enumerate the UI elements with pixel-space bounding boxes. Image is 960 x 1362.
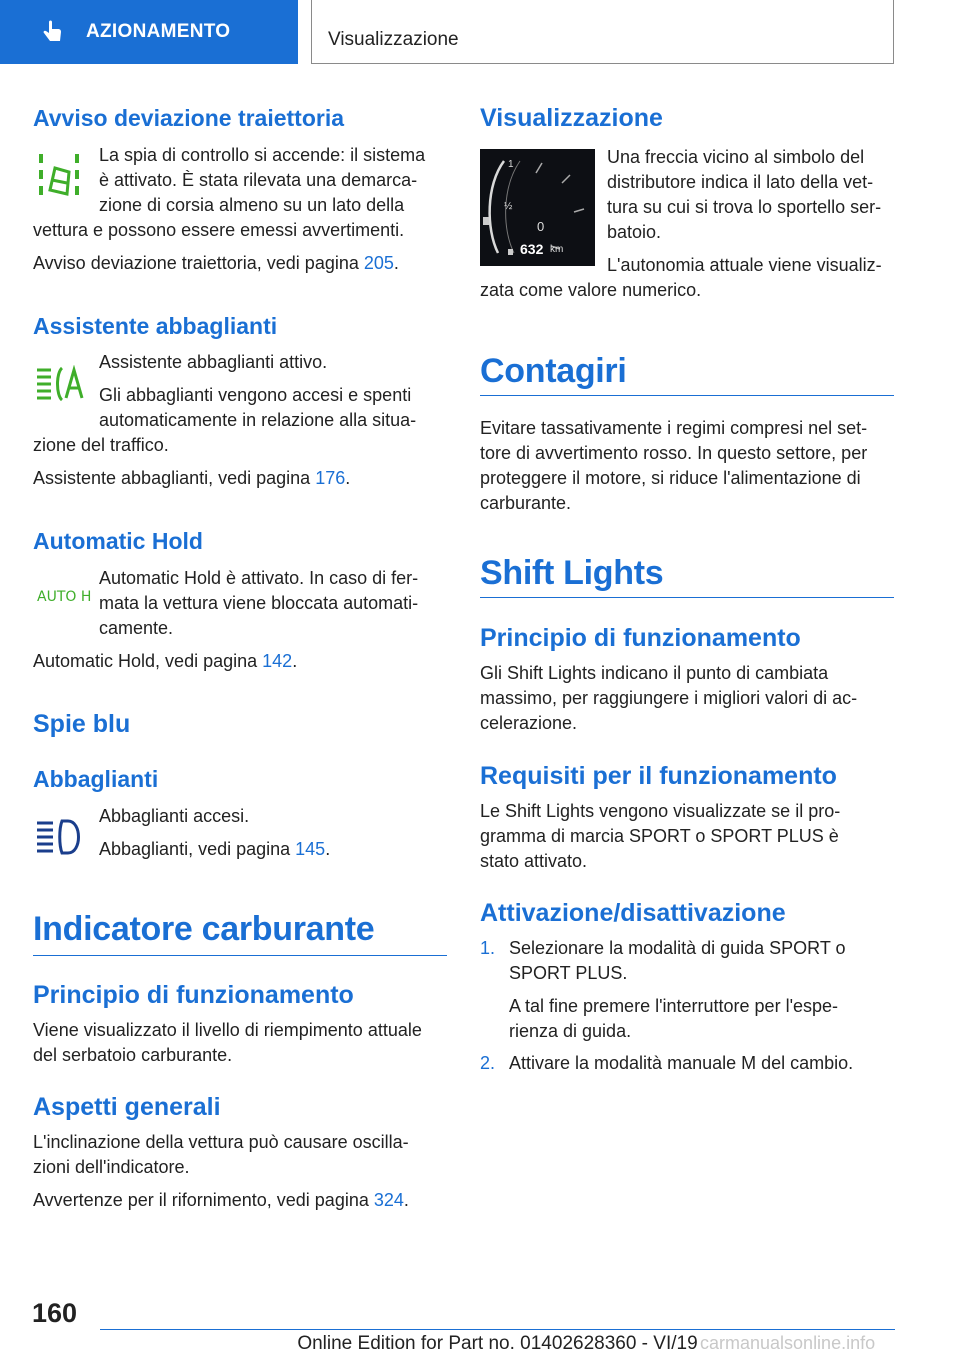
heading-automatic-hold: Automatic Hold: [33, 528, 203, 554]
heading-highbeam-assist: Assistente abbaglianti: [33, 313, 278, 339]
heading-rule: [33, 955, 447, 956]
heading-shift-lights: Shift Lights: [480, 554, 664, 592]
display-line-6: zata come valore numerico.: [480, 280, 702, 300]
page-link-145[interactable]: 145: [295, 839, 326, 859]
page-link-324[interactable]: 324: [373, 1190, 404, 1210]
gauge-range-value: 632: [520, 241, 544, 257]
heading-rule: [480, 395, 894, 396]
tacho-line-2: tore di avvertimento rosso. In questo settore, per: [480, 443, 868, 463]
edition-text: Online Edition for Part no. 01402628360 - VI/19: [297, 1333, 698, 1354]
gauge-full-mark: 1: [508, 159, 514, 170]
page-number: 160: [32, 1298, 78, 1328]
heading-fuel-principle: Principio di funzionamento: [33, 981, 354, 1009]
heading-fuel-gauge: Indicatore carburante: [33, 910, 375, 948]
req-line-1: Le Shift Lights vengono visualizzate se il pro-: [480, 801, 841, 821]
page-link-142[interactable]: 142: [262, 651, 293, 671]
gauge-half-mark: ½: [504, 201, 513, 212]
fuel-principle-line-1: Viene visualizzato il livello di riempimento attuale: [33, 1020, 422, 1040]
lane-line-4: vettura e possono essere emessi avvertimenti.: [33, 220, 405, 240]
section-tab-label: AZIONAMENTO: [86, 21, 231, 42]
tacho-line-1: Evitare tassativamente i regimi compresi nel set-: [480, 418, 868, 438]
step-number-1: 1.: [480, 938, 496, 958]
step-1-sub-line-1: A tal fine premere l'interruttore per l'espe-: [509, 996, 839, 1016]
highbeam-icon: [36, 818, 86, 856]
highbeam-assist-active: Assistente abbaglianti attivo.: [99, 352, 328, 372]
tacho-line-4: carburante.: [480, 493, 572, 513]
shift-principle-line-2: massimo, per raggiungere i migliori valori di ac-: [480, 688, 858, 708]
heading-activation: Attivazione/disattivazione: [480, 899, 786, 927]
highbeam-on: Abbaglianti accesi.: [99, 806, 250, 826]
tacho-line-3: proteggere il motore, si riduce l'alimentazione di: [480, 468, 861, 488]
lane-line-2: è attivato. È stata rilevata una demarca-: [99, 170, 418, 190]
lane-line-3: zione di corsia almeno su un lato della: [99, 195, 405, 215]
heading-rule: [480, 597, 894, 598]
page-link-205[interactable]: 205: [363, 253, 394, 273]
heading-requirements: Requisiti per il funzionamento: [480, 762, 837, 790]
auto-hold-icon: AUTO H: [37, 589, 92, 605]
gauge-range-unit: km: [550, 244, 564, 255]
step-1-sub-line-2: rienza di guida.: [509, 1021, 632, 1041]
step-1-line-1: Selezionare la modalità di guida SPORT o: [509, 938, 846, 958]
display-line-3: tura su cui si trova lo sportello ser-: [607, 197, 882, 217]
highbeam-assist-line-1: Gli abbaglianti vengono accesi e spenti: [99, 385, 412, 405]
req-line-2: gramma di marcia SPORT o SPORT PLUS è: [480, 826, 839, 846]
shift-principle-line-3: celerazione.: [480, 713, 578, 733]
watermark: carmanualsonline.info: [700, 1333, 876, 1353]
step-2-line-1: Attivare la modalità manuale M del cambio.: [509, 1053, 854, 1073]
auto-hold-line-2: mata la vettura viene bloccata automati-: [99, 593, 419, 613]
lane-reference: Avviso deviazione traiettoria, vedi pagina 205.: [33, 253, 399, 273]
heading-lane-departure: Avviso deviazione traiettoria: [33, 105, 345, 131]
display-line-2: distributore indica il lato della vet-: [607, 172, 874, 192]
chapter-title: Visualizzazione: [328, 29, 459, 50]
highbeam-assist-reference: Assistente abbaglianti, vedi pagina 176.: [33, 468, 351, 488]
lane-departure-icon: [37, 150, 81, 200]
heading-tachometer: Contagiri: [480, 352, 627, 390]
general-line-1: L'inclinazione della vettura può causare oscilla-: [33, 1132, 409, 1152]
heading-display: Visualizzazione: [480, 104, 663, 132]
general-line-2: zioni dell'indicatore.: [33, 1157, 190, 1177]
page-link-176[interactable]: 176: [315, 468, 346, 488]
auto-hold-line-3: camente.: [99, 618, 174, 638]
fuel-gauge-image: [480, 149, 595, 266]
auto-hold-line-1: Automatic Hold è attivato. In caso di fer-: [99, 568, 419, 588]
display-line-1: Una freccia vicino al simbolo del: [607, 147, 865, 167]
refuel-reference: Avvertenze per il rifornimento, vedi pagina 324.: [33, 1190, 409, 1210]
highbeam-assist-icon: [36, 365, 84, 403]
footer-rule: [100, 1329, 895, 1330]
highbeam-reference: Abbaglianti, vedi pagina 145.: [99, 839, 331, 859]
display-line-5: L'autonomia attuale viene visualiz-: [607, 255, 882, 275]
section-tab[interactable]: [0, 0, 298, 64]
heading-shift-principle: Principio di funzionamento: [480, 624, 801, 652]
shift-principle-line-1: Gli Shift Lights indicano il punto di cambiata: [480, 663, 829, 683]
lane-line-1: La spia di controllo si accende: il sistema: [99, 145, 426, 165]
heading-general-aspects: Aspetti generali: [33, 1093, 221, 1121]
hand-pointer-icon: [40, 19, 66, 45]
step-1-line-2: SPORT PLUS.: [509, 963, 628, 983]
gauge-zero-mark: 0: [537, 219, 545, 234]
heading-blue-lights: Spie blu: [33, 710, 131, 738]
display-line-4: batoio.: [607, 222, 662, 242]
highbeam-assist-line-3: zione del traffico.: [33, 435, 169, 455]
auto-hold-reference: Automatic Hold, vedi pagina 142.: [33, 651, 298, 671]
fuel-principle-line-2: del serbatoio carburante.: [33, 1045, 233, 1065]
chapter-title-box: [311, 0, 894, 64]
step-number-2: 2.: [480, 1053, 496, 1073]
heading-highbeam: Abbaglianti: [33, 766, 159, 792]
highbeam-assist-line-2: automaticamente in relazione alla situa-: [99, 410, 417, 430]
req-line-3: stato attivato.: [480, 851, 588, 871]
